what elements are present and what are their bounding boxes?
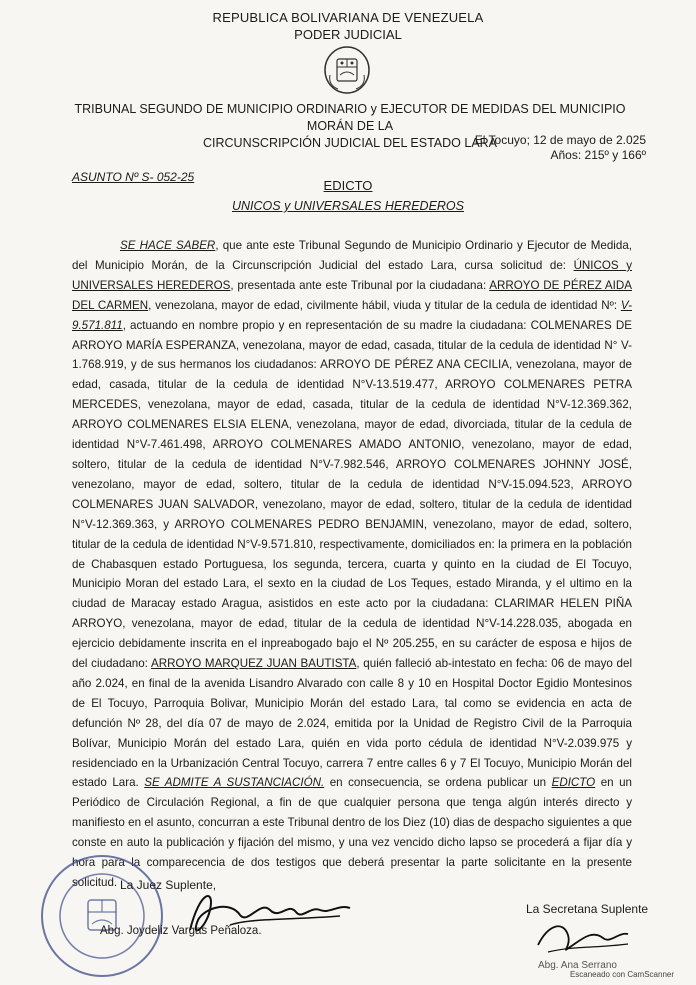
judge-signature — [170, 880, 370, 950]
edict-word: EDICTO — [551, 776, 596, 790]
applicant-name: ARROYO DE PÉREZ AIDA DEL CARMEN — [72, 278, 632, 312]
scanner-watermark: Escaneado con CamScanner — [569, 970, 674, 979]
applicant-id: V-9.571.811 — [72, 298, 632, 332]
coat-of-arms-seal — [322, 45, 372, 95]
edict-subtitle: UNICOS y UNIVERSALES HEREDEROS — [232, 199, 464, 213]
years: Años: 215º y 166º — [550, 148, 646, 162]
admission-notice: SE ADMITE A SUSTANCIACIÓN. — [144, 776, 325, 790]
body-text-5: , quién falleció ab-intestato en fecha: 06 de mayo del año 2.024, en final de la avenida Lisandro Alvarado con calle 8 y 10 en Hospital Doctor Egidio Montesinos de El Tocuyo, Parroquia Bolivar, Municipio Morán del estado Lara, tal como se evidencia en acta de defunción Nº 28, del día 07 de mayo de 2.024, emitida por la Unidad de Registro Civil de la Parroquia Bolívar, Municipio Morán del estado Lara, quién en vida porto cédula de identidad N°V-2.039.975 y residenciado en la Urbanización Central Tocuyo, carrera 7 entre calles 6 y 7 El Tocuyo, Municipio Morán del estado Lara. — [72, 657, 633, 790]
court-line-2: CIRCUNSCRIPCIÓN JUDICIAL DEL ESTADO LARA — [202, 136, 498, 150]
body-text-4: , actuando en nombre propio y en representación de su madre la ciudadana: COLMENARES DE ARROYO MARÍA ESPERANZA, venezolana, mayor de edad, casada, titular de la cedula de identidad N° V-1.768.919, y de sus hermanos los ciudadanos: ARROYO DE PÉREZ ANA CECILIA, venezolana, mayor de edad, casada, titular de la cedula de identidad N°V-13.519.477, ARROYO COLMENARES PETRA MERCEDES, venezolana, mayor de edad, casada, titular de la cedula de identidad N°V-12.369.362, ARROYO COLMENARES ELSIA ELENA, venezolana, mayor de edad, divorciada, titular de la cedula de identidad N°V-7.461.498, ARROYO COLMENARES AMADO ANTONIO, venezolano, mayor de edad, soltero, titular de la cedula de identidad N°V-7.982.546, ARROYO COLMENARES JOHNNY JOSÉ, venezolano, mayor de edad, soltero, titular de la cedula de identidad N°V-15.094.523, ARROYO COLMENARES JUAN SALVADOR, venezolano, mayor de edad, soltero, titular de la cedula de identidad N°V-12.369.363, y ARROYO COLMENARES PEDRO BENJAMIN, venezolano, mayor de edad, soltero, titular de la cedula de identidad N°V-9.571.810, respectivamente, domiciliados en: la primera en la población de Chabasquen estado Portuguesa, los segunda, tercera, cuarta y quinto en la ciudad de El Tocuyo, Municipio Moran del estado Lara, el sexto en la ciudad de Los Teques, estado Miranda, y el ultimo en la ciudad de Maracay estado Aragua, asistidos en este acto por la ciudadana: CLARIMAR HELEN PIÑA ARROYO, venezolana, mayor de edad, titular de la cedula de identidad N°V-14.228.035, abogada en ejercicio debidamente inscrita en el inpreabogado bajo el Nº 205.255, en su carácter de esposa e hijos de del ciudadano: — [72, 318, 632, 671]
edict-paragraph — [72, 236, 632, 893]
secretary-title: La Secretana Suplente — [526, 902, 649, 916]
body-text-7: en un Periódico de Circulación Regional, a fin de que cualquier persona que tenga algún interés directo y manifiesto en el asunto, concurran a este Tribunal dentro de los Diez (10) dias de despacho siguientes a que conste en auto la publicación y fijación del mismo, y una vez vencido dicho lapso se procederá a fijar día y hora para la comparecencia de dos testigos que deberá presentar la parte solicitante en la presente solicitud. — [72, 776, 632, 889]
place-date-block — [475, 133, 646, 163]
court-stamp — [38, 852, 166, 980]
judge-name: Abg. Joydeliz Vargas Peñaloza. — [100, 925, 262, 937]
judge-title: La Juez Suplente, — [120, 878, 217, 892]
secretary-signature — [528, 910, 638, 965]
body-lead: SE HACE SABER — [120, 239, 216, 252]
body-text-2: , presentada ante este Tribunal por la ciudadana: — [230, 278, 490, 292]
request-type: ÚNICOS y UNIVERSALES HEREDEROS — [72, 258, 632, 292]
edict-title: EDICTO — [323, 178, 373, 193]
secretary-name: Abg. Ana Serrano — [538, 960, 617, 971]
place-date: El Tocuyo; 12 de mayo de 2.025 — [474, 133, 646, 147]
deceased-name: ARROYO MARQUEZ JUAN BAUTISTA — [150, 657, 357, 671]
body-text-3: , venezolana, mayor de edad, civilmente hábil, viuda y titular de la cedula de identidad Nº: — [148, 298, 621, 312]
court-line-1: TRIBUNAL SEGUNDO DE MUNICIPIO ORDINARIO y EJECUTOR DE MEDIDAS DEL MUNICIPIO MORÁN DE LA — [74, 102, 626, 133]
body-text-6: en consecuencia, se ordena publicar un — [324, 776, 552, 790]
case-number: ASUNTO Nº S- 052-25 — [72, 170, 195, 184]
republic-heading: REPUBLICA BOLIVARIANA DE VENEZUELA — [212, 10, 484, 25]
edict-body — [72, 236, 632, 893]
body-text-1: , que ante este Tribunal Segundo de Municipio Ordinario y Ejecutor de Medida, del Municipio Morán, de la Circunscripción Judicial del estado Lara, cursa solicitud de: — [72, 239, 632, 272]
branch-heading: PODER JUDICIAL — [294, 27, 402, 42]
